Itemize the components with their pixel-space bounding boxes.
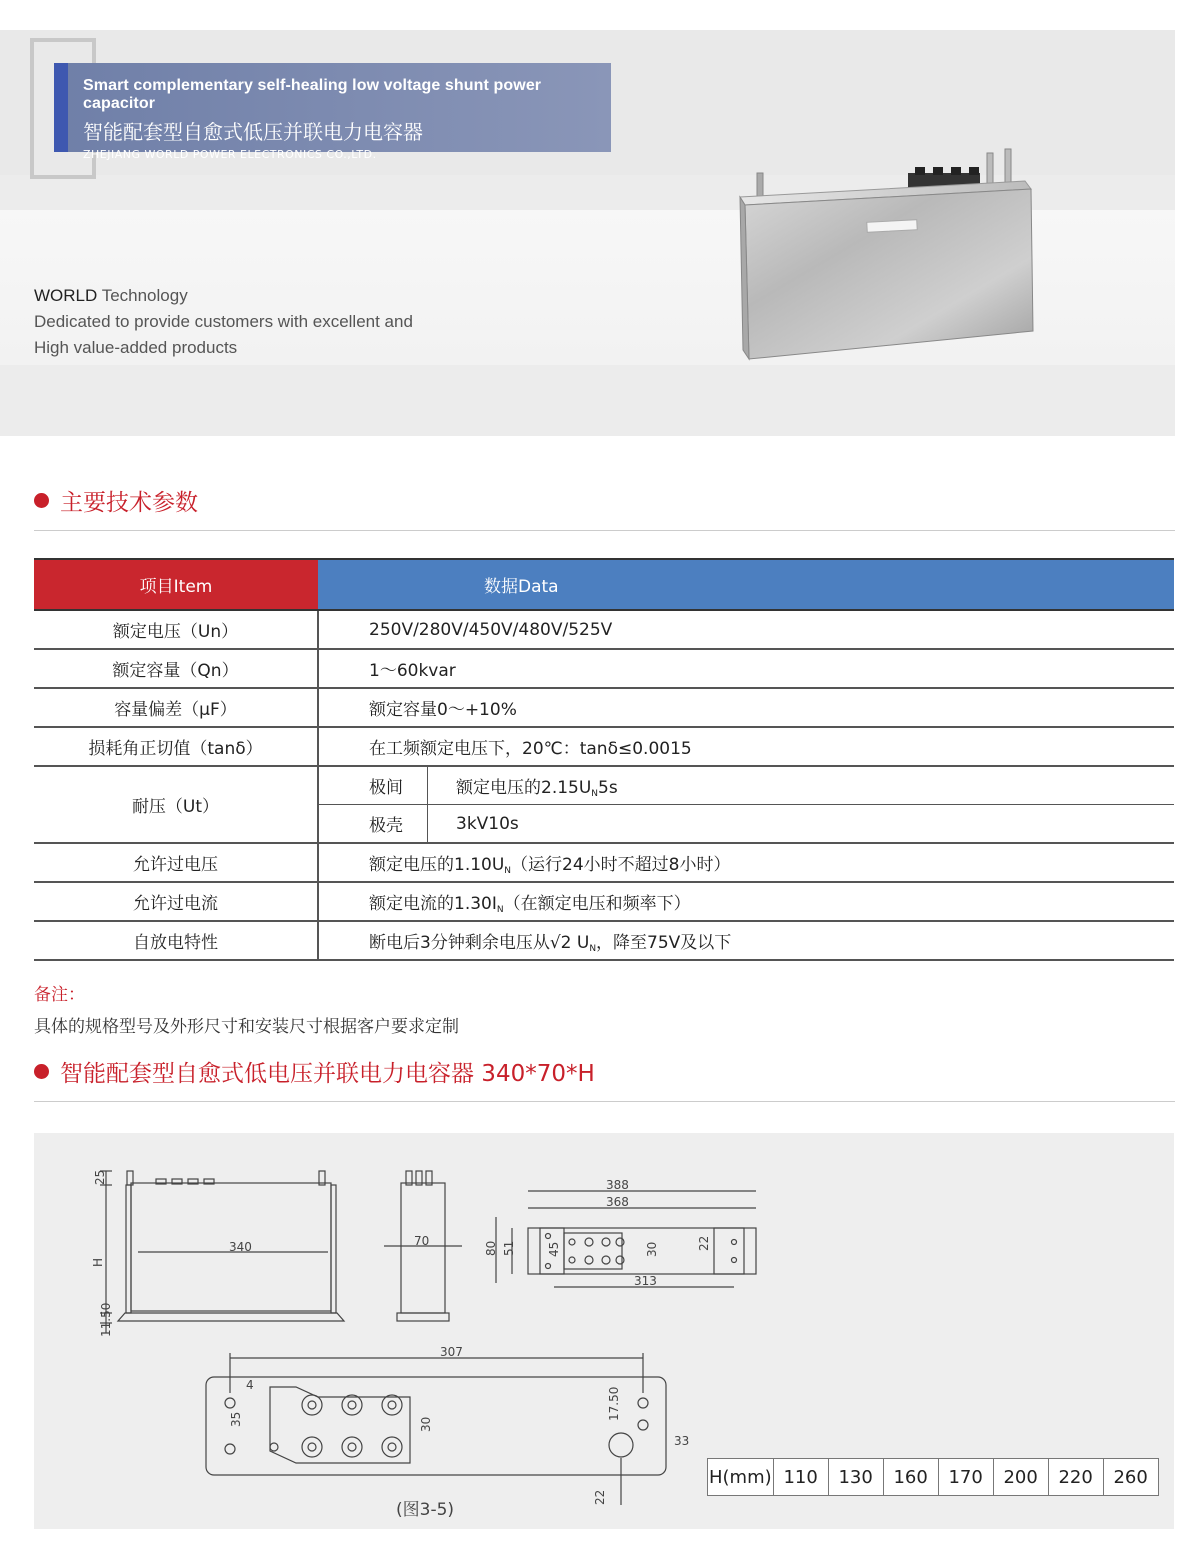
subscript: N xyxy=(496,904,504,915)
slogan-line: Dedicated to provide customers with excellent and xyxy=(34,312,413,331)
table-row xyxy=(34,843,1174,882)
col-header-data: 数据Data xyxy=(318,559,1174,610)
table-row xyxy=(34,921,1174,960)
table-row xyxy=(34,727,1174,766)
row-value xyxy=(318,882,1174,921)
frame-line xyxy=(30,38,34,178)
value-text: （运行24小时不超过8小时） xyxy=(511,854,731,875)
title-chinese: 智能配套型自愈式低压并联电力电容器 xyxy=(83,120,423,144)
table-row xyxy=(34,882,1174,921)
table-row xyxy=(34,688,1174,727)
dim-label: 307 xyxy=(440,1345,463,1359)
slogan-line: High value-added products xyxy=(34,338,238,357)
bullet-dot-icon xyxy=(34,1064,49,1079)
dim-label: 80 xyxy=(484,1240,498,1256)
title-accent-bar xyxy=(54,63,68,152)
height-value: 160 xyxy=(883,1459,938,1496)
value-text: 额定电压的2.15U xyxy=(456,777,592,798)
height-value: 200 xyxy=(993,1459,1048,1496)
sub-value: 3kV10s xyxy=(428,805,1175,844)
row-label: 额定电压（Un） xyxy=(34,610,318,649)
frame-line xyxy=(30,38,96,42)
table-row xyxy=(708,1459,1159,1496)
divider xyxy=(34,1101,1175,1102)
row-label: 额定容量（Qn） xyxy=(34,649,318,688)
slogan-brand: WORLD xyxy=(34,286,98,305)
dim-label: 22 xyxy=(593,1489,607,1505)
value-text: 额定电流的1.30I xyxy=(369,893,497,914)
row-label: 允许过电压 xyxy=(34,843,318,882)
height-value: 260 xyxy=(1103,1459,1158,1496)
row-value xyxy=(318,921,1174,960)
dim-label: 70 xyxy=(414,1234,430,1248)
section-title-drawing xyxy=(34,1055,595,1088)
value-text: ，降至75V及以下 xyxy=(596,932,732,953)
frame-line xyxy=(30,175,96,179)
dim-label: 30 xyxy=(645,1241,659,1257)
dim-label: 368 xyxy=(606,1195,629,1209)
drawing-caption: (图3-5) xyxy=(396,1500,455,1520)
divider xyxy=(34,530,1175,531)
table-header-row xyxy=(34,559,1174,610)
row-label: 自放电特性 xyxy=(34,921,318,960)
dim-label: 22 xyxy=(697,1235,711,1251)
row-label: 耐压（Ut） xyxy=(34,766,318,843)
table-row xyxy=(34,649,1174,688)
value-text: 断电后3分钟剩余电压从√2 U xyxy=(369,932,590,953)
dim-label: 30 xyxy=(419,1416,433,1432)
spec-table xyxy=(34,558,1174,961)
title-box xyxy=(54,63,611,161)
slogan xyxy=(34,283,413,361)
dim-label: 45 xyxy=(547,1241,561,1257)
row-value xyxy=(318,843,1174,882)
dim-label: 25 xyxy=(93,1169,107,1185)
dim-label: 388 xyxy=(606,1178,629,1192)
height-table xyxy=(707,1458,1159,1496)
height-value: 170 xyxy=(938,1459,993,1496)
table-row xyxy=(34,610,1174,649)
section-title-text: 主要技术参数 xyxy=(60,490,198,516)
table-row xyxy=(34,766,1174,805)
value-text: 额定电压的1.10U xyxy=(369,854,505,875)
row-value: 250V/280V/450V/480V/525V xyxy=(318,610,1174,649)
title-english: Smart complementary self-healing low voltage shunt power capacitor xyxy=(83,77,542,112)
dim-label: 11.50 xyxy=(99,1302,113,1337)
row-label: 容量偏差（μF） xyxy=(34,688,318,727)
value-text: 5s xyxy=(598,777,618,798)
dim-label: 51 xyxy=(502,1240,516,1256)
sub-label: 极间 xyxy=(318,766,428,805)
section-title-text: 智能配套型自愈式低电压并联电力电容器 340*70*H xyxy=(60,1061,595,1087)
sub-label: 极壳 xyxy=(318,805,428,844)
height-value: 130 xyxy=(828,1459,883,1496)
company-name: ZHEJIANG WORLD POWER ELECTRONICS CO.,LTD. xyxy=(83,148,377,161)
dim-label: 313 xyxy=(634,1274,657,1288)
col-header-item: 项目Item xyxy=(34,559,318,610)
dim-label: H xyxy=(91,1257,105,1267)
notes-text: 具体的规格型号及外形尺寸和安装尺寸根据客户要求定制 xyxy=(34,1017,459,1037)
value-text: （在额定电压和频率下） xyxy=(503,893,691,914)
section-title-specs xyxy=(34,484,198,517)
row-label: 允许过电流 xyxy=(34,882,318,921)
row-value: 在工频额定电压下，20℃：tanδ≤0.0015 xyxy=(318,727,1174,766)
height-value: 110 xyxy=(773,1459,828,1496)
bullet-dot-icon xyxy=(34,493,49,508)
dim-label: 35 xyxy=(229,1411,243,1427)
capacitor-product-image xyxy=(735,145,1035,370)
subscript: N xyxy=(504,865,512,876)
dim-label: 340 xyxy=(229,1240,252,1254)
notes-heading: 备注： xyxy=(34,985,85,1005)
subscript: N xyxy=(589,943,597,954)
slogan-word: Technology xyxy=(97,286,188,305)
dim-label: 17.50 xyxy=(607,1386,621,1421)
row-value: 额定容量0～+10% xyxy=(318,688,1174,727)
dim-label: 4 xyxy=(246,1378,254,1392)
subscript: N xyxy=(591,788,599,799)
row-label: 损耗角正切值（tanδ） xyxy=(34,727,318,766)
dim-label: 33 xyxy=(674,1434,690,1448)
sub-value xyxy=(428,766,1175,805)
row-value: 1～60kvar xyxy=(318,649,1174,688)
height-value: 220 xyxy=(1048,1459,1103,1496)
height-label: H(mm) xyxy=(708,1459,774,1496)
frame-line xyxy=(92,38,96,64)
